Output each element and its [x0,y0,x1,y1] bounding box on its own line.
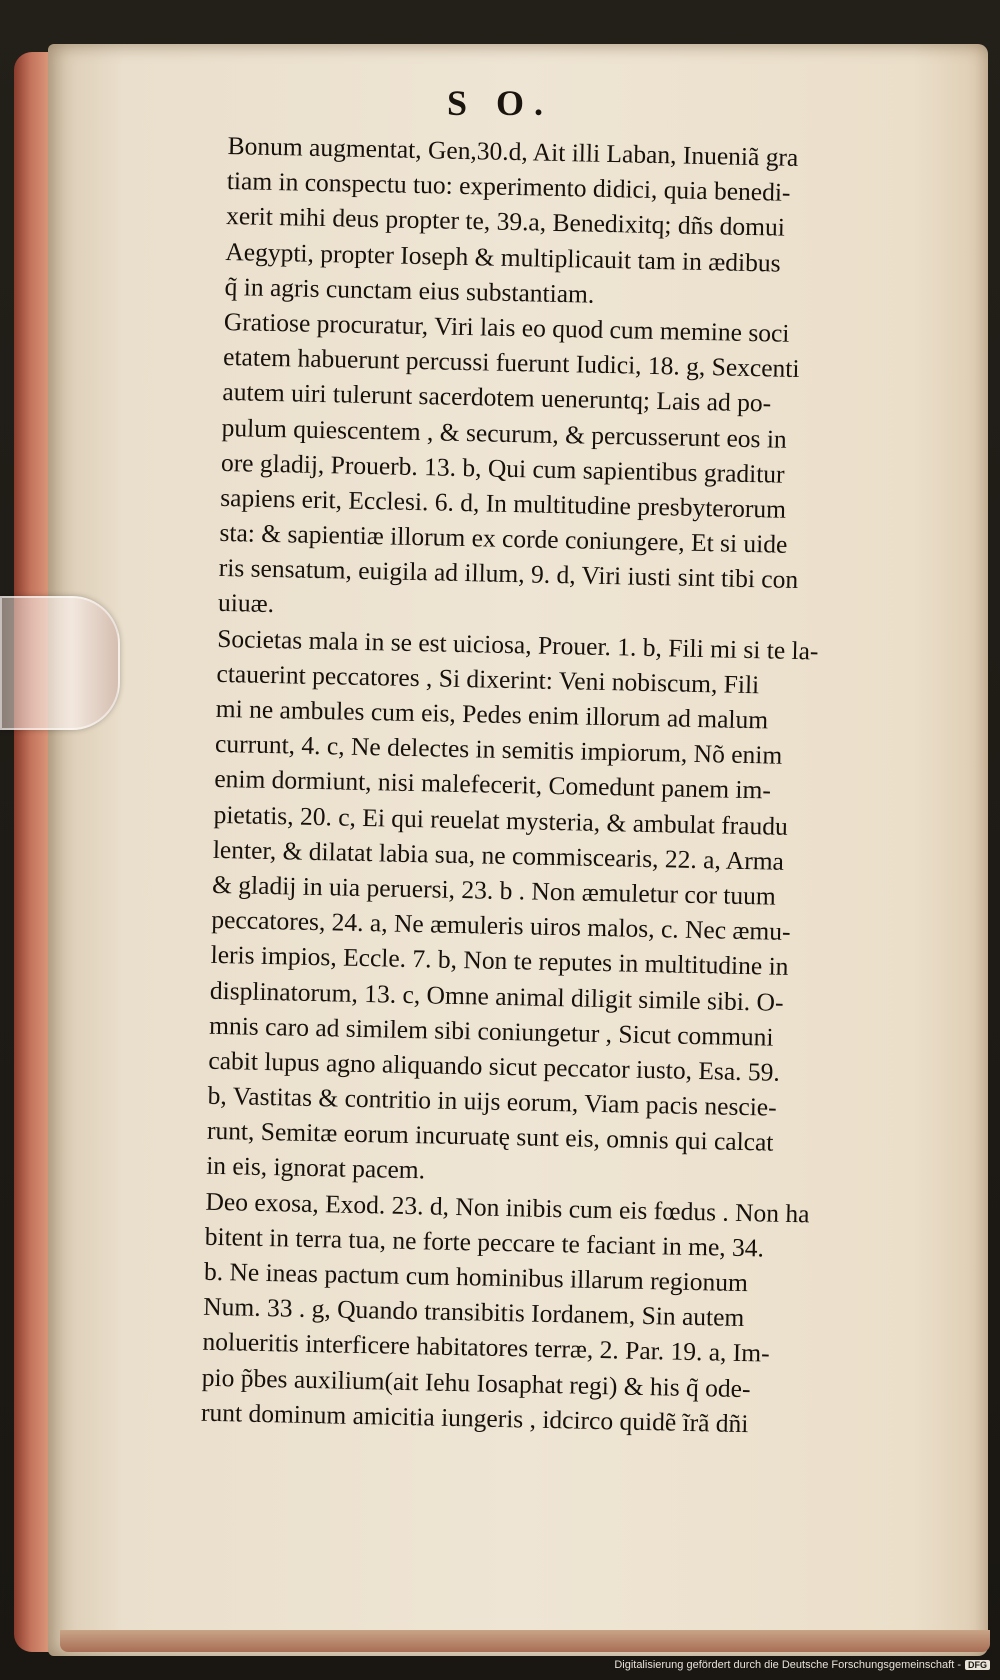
text-line: displinatorum, 13. c, Omne animal diligit simile sibi. O- [209,975,784,1017]
text-line: in eis, ignorat pacem. [205,1151,426,1185]
page-header: S O. [446,83,554,123]
text-line: pietatis, 20. c, Ei qui reuelat mysteria, & ambulat fraudu [213,799,789,841]
text-line: xerit mihi deus propter te, 39.a, Benedixitq; dñs domui [225,201,786,243]
book-bottom-edge [60,1630,990,1652]
text-line: lenter, & dilatat labia sua, ne commiscearis, 22. a, Arma [212,834,785,876]
text-line: pulum quiescentem , & securum, & percusserunt eos in [221,412,788,454]
text-line: mi ne ambules cum eis, Pedes enim illorum ad malum [215,693,769,735]
credit-text: Digitalisierung gefördert durch die Deutsche Forschungsgemeinschaft - [614,1659,961,1671]
text-line: b. Ne ineas pactum cum hominibus illarum regionum [203,1256,749,1298]
page-text [201,128,968,1445]
bookmark-clasp [0,596,120,730]
text-line: Deo exosa, Exod. 23. d, Non inibis cum eis fœdus . Non ha [205,1186,810,1229]
text-line: Bonum augmentat, Gen,30.d, Ait illi Laban, Inueniã gra [227,130,799,172]
text-line: runt dominum amicitia iungeris , idcirco quidẽ ĩrã dñi [200,1397,749,1438]
text-line: autem uiri tulerunt sacerdotem ueneruntq; Lais ad po- [222,377,772,418]
text-line: sta: & sapientiæ illorum ex corde coniungere, Et si uide [219,517,788,559]
text-line: etatem habuerunt percussi fuerunt Iudici, 18. g, Sexcenti [222,342,800,384]
text-line: cabit lupus agno aliquando sicut peccator iusto, Esa. 59. [208,1045,781,1087]
dfg-logo: DFG [965,1660,990,1670]
text-line: bitent in terra tua, ne forte peccare te faciant in me, 34. [204,1221,765,1263]
text-line: Gratiose procuratur, Viri lais eo quod cum memine soci [223,306,790,348]
text-line: b, Vastitas & contritio in uijs eorum, Viam pacis nescie- [207,1080,777,1122]
text-line: uiuæ. [217,588,275,619]
text-line: Societas mala in se est uiciosa, Prouer. 1. b, Fili mi si te la- [217,623,819,666]
text-line: ore gladij, Prouerb. 13. b, Qui cum sapientibus graditur [220,447,785,489]
text-line: sapiens erit, Ecclesi. 6. d, In multitudine presbyterorum [219,482,787,524]
text-line: pio p̃bes auxilium(ait Iehu Iosaphat regi) & his q̃ ode- [201,1362,751,1403]
text-line: mnis caro ad similem sibi coniungetur , Sicut communi [208,1010,774,1052]
text-line: Num. 33 . g, Quando transibitis Iordanem, Sin autem [203,1291,745,1333]
text-line: nolueritis interficere habitatores terræ, 2. Par. 19. a, Im- [202,1327,770,1368]
text-line: tiam in conspectu tuo: experimento didici, quia benedi- [226,166,791,207]
text-line: ris sensatum, euigila ad illum, 9. d, Viri iusti sint tibi con [218,553,799,595]
digitization-credit [614,1659,990,1671]
text-line: ctauerint peccatores , Si dixerint: Veni nobiscum, Fili [216,658,760,700]
text-line: & gladij in uia peruersi, 23. b . Non æmuletur cor tuum [211,869,777,911]
text-line: leris impios, Eccle. 7. b, Non te reputes in multitudine in [210,940,789,982]
text-line: runt, Semitæ eorum incuruatę sunt eis, omnis qui calcat [206,1116,774,1157]
text-line: Aegypti, propter Ioseph & multiplicauit tam in ædibus [225,236,781,278]
text-line: enim dormiunt, nisi malefecerit, Comedunt panem im- [214,764,772,805]
text-line: peccatores, 24. a, Ne æmuleris uiros malos, c. Nec æmu- [211,904,791,947]
text-line: q̃ in agris cunctam eius substantiam. [224,271,595,309]
text-line: currunt, 4. c, Ne delectes in semitis impiorum, Nõ enim [214,729,783,770]
